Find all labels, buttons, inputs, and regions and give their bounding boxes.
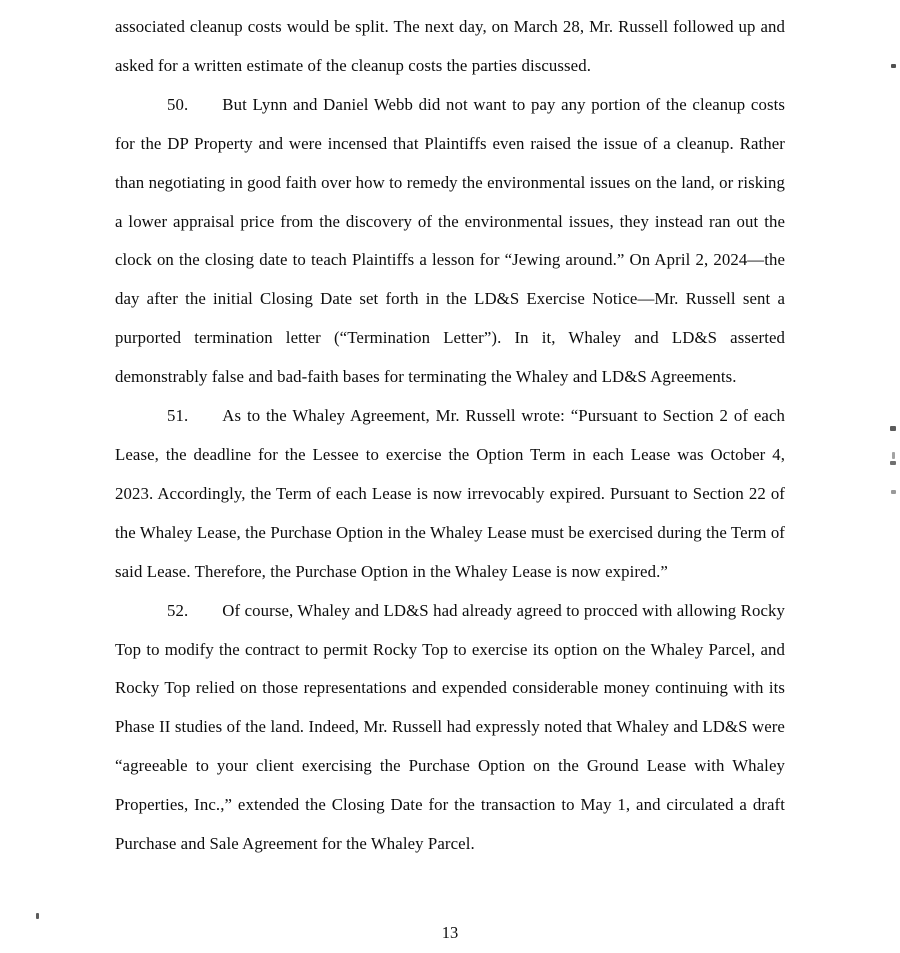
paragraph [115, 592, 785, 864]
scan-artifact [891, 64, 896, 68]
paragraph [115, 86, 785, 397]
scan-artifact [890, 461, 896, 465]
paragraph-text: associated cleanup costs would be split. The next day, on March 28, Mr. Russell followed up and asked for a written estimate of the cleanup costs the parties discussed. [115, 17, 785, 75]
paragraph-text: Of course, Whaley and LD&S had already agreed to procced with allowing Rocky Top to modify the contract to permit Rocky Top to exercise its option on the Whaley Parcel, and Rocky Top relied on those representations and expended considerable money continuing with its Phase II studies of the land. Indeed, Mr. Russell had expressly noted that Whaley and LD&S were “agreeable to your client exercising the Purchase Option on the Ground Lease with Whaley Properties, Inc.,” extended the Closing Date for the transaction to May 1, and circulated a draft Purchase and Sale Agreement for the Whaley Parcel. [115, 600, 785, 854]
scan-artifact [36, 913, 39, 919]
scan-artifact [890, 426, 896, 431]
paragraph-number: 50. [167, 94, 189, 114]
document-body [115, 8, 785, 864]
scan-artifact [891, 490, 896, 494]
paragraph-text: As to the Whaley Agreement, Mr. Russell wrote: “Pursuant to Section 2 of each Lease, the deadline for the Lessee to exercise the Option Term in each Lease was October 4, 2023. Accordingly, the Term of each Lease is now irrevocably expired. Pursuant to Section 22 of the Whaley Lease, the Purchase Option in the Whaley Lease must be exercised during the Term of said Lease. Therefore, the Purchase Option in the Whaley Lease is now expired.” [115, 406, 785, 581]
page-number: 13 [441, 923, 459, 942]
scan-artifact [892, 452, 895, 459]
paragraph [115, 8, 785, 86]
paragraph-number: 51. [167, 406, 189, 426]
paragraph [115, 397, 785, 592]
paragraph-text: But Lynn and Daniel Webb did not want to pay any portion of the cleanup costs for the DP Property and were incensed that Plaintiffs even raised the issue of a cleanup. Rather than negotiating in good faith over how to remedy the environmental issues on the land, or risking a lower appraisal price from the discovery of the environmental issues, they instead ran out the clock on the closing date to teach Plaintiffs a lesson for “Jewing around.” On April 2, 2024—the day after the initial Closing Date set forth in the LD&S Exercise Notice—Mr. Russell sent a purported termination letter (“Termination Letter”). In it, Whaley and LD&S asserted demonstrably false and bad-faith bases for terminating the Whaley and LD&S Agreements. [115, 94, 785, 387]
paragraph-number: 52. [167, 600, 189, 620]
